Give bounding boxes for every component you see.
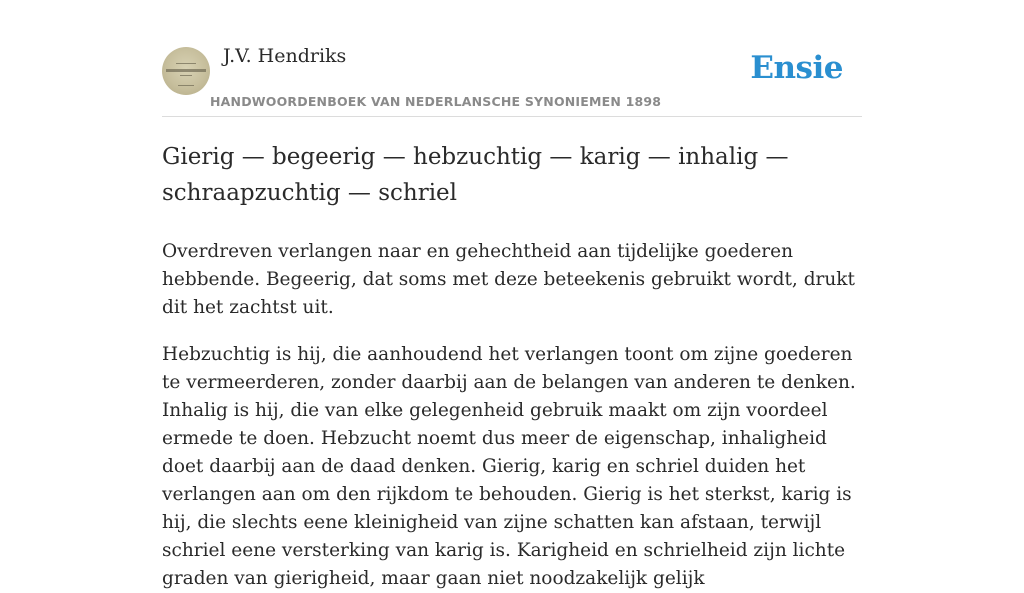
ensie-logo[interactable]: Ensie: [750, 50, 843, 86]
source-label[interactable]: HANDWOORDENBOEK VAN NEDERLANSCHE SYNONIEMEN 1898: [210, 94, 662, 109]
article-page: [162, 0, 862, 593]
avatar-detail: [166, 69, 206, 72]
author-name[interactable]: J.V. Hendriks: [223, 45, 347, 67]
avatar-detail: [180, 75, 192, 76]
avatar-detail: [176, 63, 196, 64]
paragraph: Overdreven verlangen naar en gehechtheid aan tijdelijke goederen hebbende. Begeerig, dat soms met deze beteekenis gebruikt wordt, drukt dit het zachtst uit.: [162, 241, 855, 318]
author-avatar[interactable]: [162, 47, 210, 95]
article-title: Gierig — begeerig — hebzuchtig — karig — inhalig — schraapzuchtig — schriel: [162, 144, 789, 206]
paragraph: Hebzuchtig is hij, die aanhoudend het verlangen toont om zijne goederen te vermeerderen, zonder daarbij aan de belangen van anderen te denken. Inhalig is hij, die van elke gelegenheid gebruik maakt om zijn voordeel ermede te doen. Hebzucht noemt dus meer de eigenschap, inhaligheid doet daarbij aan de daad denken. Gierig, karig en schriel duiden het verlangen aan om den rijkdom te behouden. Gierig is het sterkst, karig is hij, die slechts eene kleinigheid van zijne schatten kan afstaan, terwijl schriel eene versterking van karig is. Karigheid en schrielheid zijn lichte graden van gierigheid, maar gaan niet noodzakelijk gelijk: [162, 344, 856, 589]
article-body: [162, 238, 862, 593]
header: [162, 0, 862, 117]
avatar-detail: [178, 85, 194, 86]
